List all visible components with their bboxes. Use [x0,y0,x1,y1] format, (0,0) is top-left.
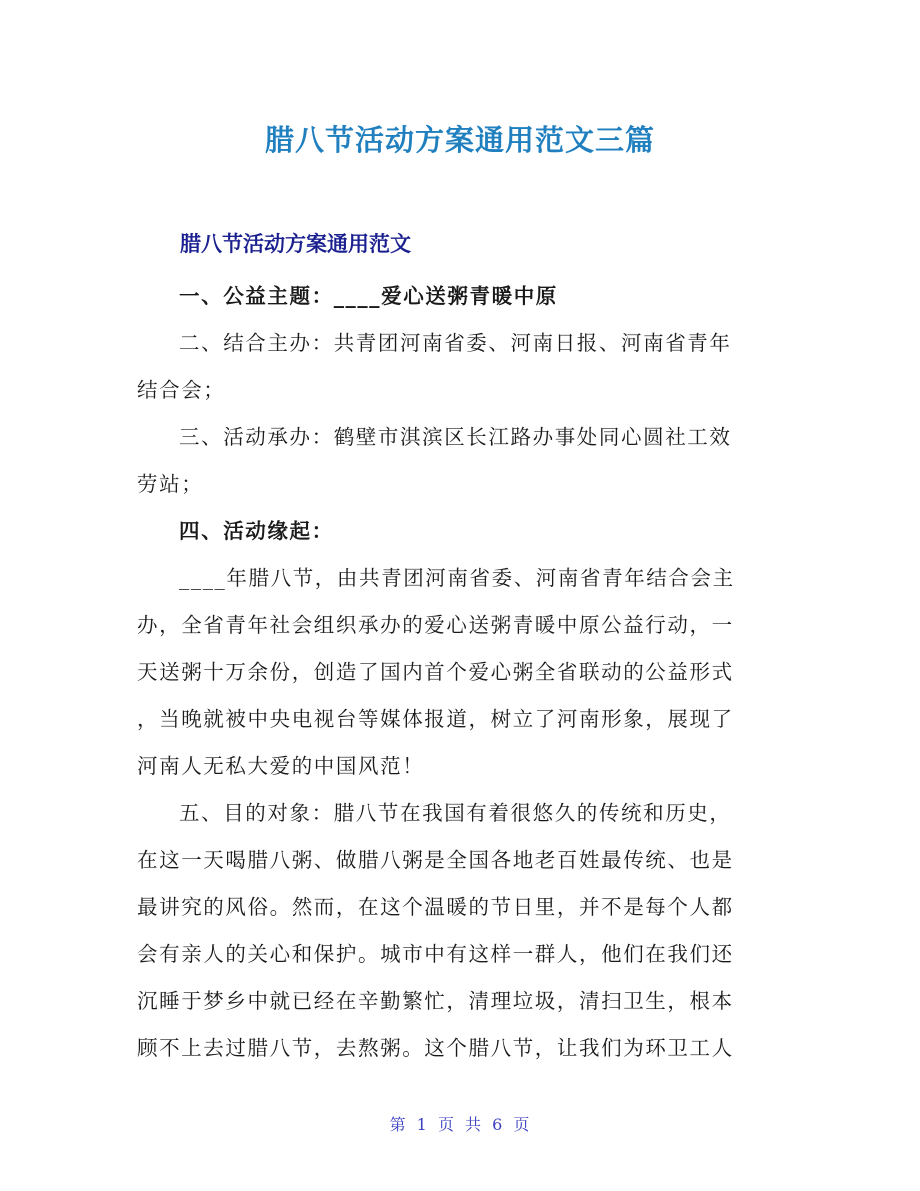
document-title: 腊八节活动方案通用范文三篇 [264,123,655,157]
text-line: 一、公益主题：____爱心送粥青暖中原 [179,284,558,308]
text-line: ，当晚就被中央电视台等媒体报道，树立了河南形象，展现了 [137,707,734,731]
text-line: 在这一天喝腊八粥、做腊八粥是全国各地老百姓最传统、也是 [137,848,734,872]
text-line: 天送粥十万余份，创造了国内首个爱心粥全省联动的公益形式 [137,660,734,684]
text-line: 劳站； [137,472,204,496]
paragraph [137,414,787,508]
paragraph [137,790,787,1072]
paragraph [137,508,787,555]
text-line: ____年腊八节，由共青团河南省委、河南省青年结合会主 [179,566,735,590]
paragraph [137,320,787,414]
text-line: 最讲究的风俗。然而，在这个温暖的节日里，并不是每个人都 [137,895,734,919]
page-footer: 第 1 页 共 6 页 [389,1115,531,1134]
text-line: 二、结合主办：共青团河南省委、河南日报、河南省青年 [179,331,732,355]
paragraph [137,555,787,790]
text-line: 河南人无私大爱的中国风范！ [137,754,425,778]
text-line: 沉睡于梦乡中就已经在辛勤繁忙，清理垃圾，清扫卫生，根本 [137,989,734,1013]
text-line: 结合会； [137,378,226,402]
text-line: 会有亲人的关心和保护。城市中有这样一群人，他们在我们还 [137,942,734,966]
paragraph [137,273,787,320]
text-line: 四、活动缘起： [179,519,334,543]
text-line: 三、活动承办：鹤壁市淇滨区长江路办事处同心圆社工效 [179,425,732,449]
text-line: 五、目的对象：腊八节在我国有着很悠久的传统和历史， [179,801,732,825]
section-heading: 腊八节活动方案通用范文 [180,232,411,256]
body-text [137,273,787,1072]
text-line: 顾不上去过腊八节，去熬粥。这个腊八节，让我们为环卫工人 [137,1036,734,1060]
text-line: 办，全省青年社会组织承办的爱心送粥青暖中原公益行动，一 [137,613,734,637]
